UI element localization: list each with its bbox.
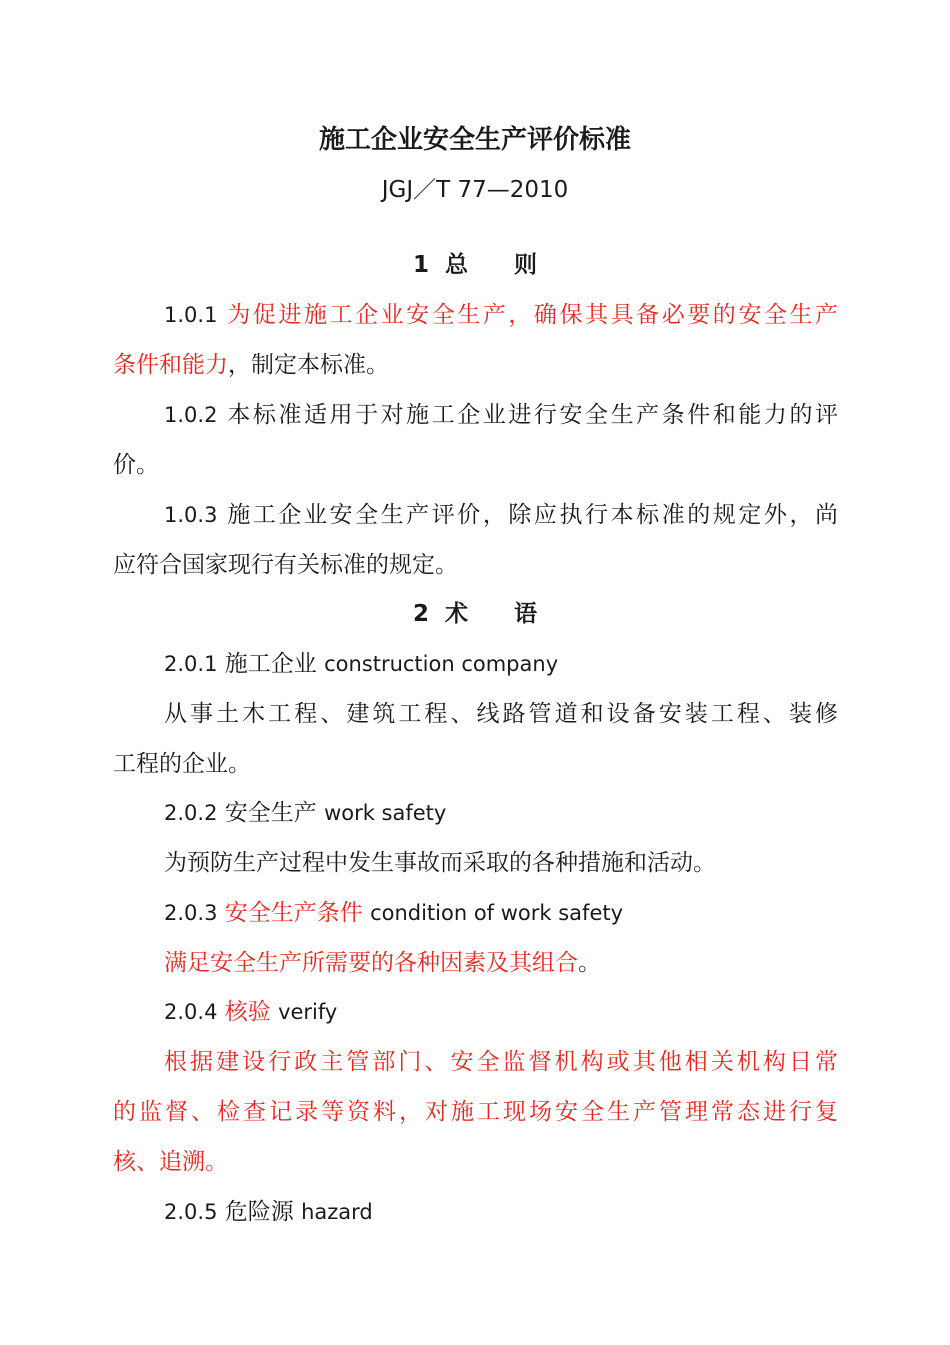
highlighted-text: 为促进施工企业安全生产，确保其具备必要的安全生产 bbox=[227, 302, 838, 328]
highlighted-text: 的监督、检查记录等资料，对施工现场安全生产管理常态进行复 bbox=[113, 1099, 838, 1125]
term-number: 2.0.4 bbox=[164, 1000, 218, 1024]
clause-number: 1.0.2 bbox=[164, 403, 218, 427]
term-english: hazard bbox=[301, 1200, 373, 1224]
chapter-number: 2 bbox=[412, 601, 429, 627]
clause-1-0-3-line-1 bbox=[164, 495, 838, 535]
term-2-0-3-definition bbox=[164, 943, 838, 983]
clause-1-0-3-line-2: 应符合国家现行有关标准的规定。 bbox=[113, 552, 458, 578]
term-2-0-3-heading bbox=[164, 893, 838, 933]
term-chinese: 安全生产条件 bbox=[224, 900, 363, 926]
clause-number: 1.0.1 bbox=[164, 303, 218, 327]
document-title: 施工企业安全生产评价标准 bbox=[318, 125, 631, 155]
clause-text: 本标准适用于对施工企业进行安全生产条件和能力的评 bbox=[227, 402, 838, 428]
term-2-0-2-definition: 为预防生产过程中发生事故而采取的各种措施和活动。 bbox=[164, 850, 716, 876]
term-2-0-4-definition-line-3: 核、追溯。 bbox=[113, 1149, 228, 1175]
definition-text: 从事土木工程、建筑工程、线路管道和设备安装工程、装修 bbox=[164, 701, 838, 727]
clause-1-0-2-line-1 bbox=[164, 395, 838, 435]
clause-1-0-2-line-2: 价。 bbox=[113, 452, 159, 478]
term-english: construction company bbox=[324, 652, 559, 676]
standard-code: JGJ／T 77—2010 bbox=[381, 177, 569, 203]
highlighted-text: 根据建设行政主管部门、安全监督机构或其他相关机构日常 bbox=[164, 1049, 838, 1075]
term-2-0-1-definition-line-1 bbox=[164, 694, 838, 734]
clause-number: 1.0.3 bbox=[164, 503, 218, 527]
highlighted-text: 条件和能力 bbox=[113, 352, 228, 378]
term-chinese: 核验 bbox=[224, 999, 271, 1025]
term-number: 2.0.5 bbox=[164, 1200, 218, 1224]
term-chinese: 危险源 bbox=[224, 1199, 294, 1225]
term-2-0-5-heading bbox=[164, 1192, 838, 1232]
definition-text: 。 bbox=[578, 950, 601, 976]
clause-text: 施工企业安全生产评价，除应执行本标准的规定外，尚 bbox=[227, 502, 838, 528]
term-2-0-4-definition-line-2 bbox=[113, 1092, 838, 1132]
term-number: 2.0.3 bbox=[164, 901, 218, 925]
term-2-0-2-heading bbox=[164, 793, 838, 833]
term-english: work safety bbox=[324, 801, 447, 825]
term-2-0-4-definition-line-1 bbox=[164, 1042, 838, 1082]
term-chinese: 安全生产 bbox=[224, 800, 317, 826]
clause-text: ，制定本标准。 bbox=[228, 352, 389, 378]
term-english: condition of work safety bbox=[370, 901, 624, 925]
term-chinese: 施工企业 bbox=[224, 651, 317, 677]
clause-1-0-1-line-1 bbox=[164, 295, 838, 335]
term-2-0-4-heading bbox=[164, 992, 838, 1032]
term-number: 2.0.2 bbox=[164, 801, 218, 825]
term-number: 2.0.1 bbox=[164, 652, 218, 676]
highlighted-text: 满足安全生产所需要的各种因素及其组合 bbox=[164, 950, 578, 976]
term-english: verify bbox=[278, 1000, 338, 1024]
clause-1-0-1-line-2 bbox=[113, 345, 838, 385]
chapter-number: 1 bbox=[412, 252, 429, 278]
chapter-1-heading bbox=[0, 245, 950, 285]
chapter-2-heading bbox=[0, 594, 950, 634]
chapter-title: 术 语 bbox=[445, 600, 538, 627]
term-2-0-1-heading bbox=[164, 644, 838, 684]
chapter-title: 总 则 bbox=[445, 251, 538, 278]
term-2-0-1-definition-line-2: 工程的企业。 bbox=[113, 751, 251, 777]
